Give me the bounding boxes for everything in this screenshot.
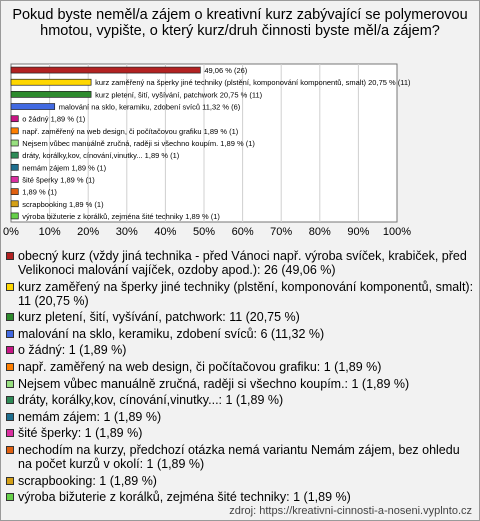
bar-label: malování na sklo, keramiku, zdobení svíců 11,32 % (6) xyxy=(58,102,241,112)
legend-swatch xyxy=(6,313,14,321)
bar xyxy=(11,116,18,122)
legend-swatch xyxy=(6,429,14,437)
bar-label: nemám zájem 1,89 % (1) xyxy=(22,163,107,173)
legend-swatch xyxy=(6,396,14,404)
bar-label: šité šperky 1,89 % (1) xyxy=(22,175,95,185)
x-tick-label: 50% xyxy=(192,226,216,238)
bar xyxy=(11,128,18,134)
x-tick-label: 40% xyxy=(154,226,177,238)
bar-label: kurz pletení, šití, vyšívání, patchwork 20,75 % (11) xyxy=(95,90,263,100)
x-tick-label: 30% xyxy=(115,226,138,238)
bar xyxy=(11,164,18,170)
bar-label: o žádný 1,89 % (1) xyxy=(22,114,86,124)
legend-label: obecný kurz (vždy jiná technika - před Vánoci např. výroba svíček, krabiček, před Velikonoci malování vajíček, ozdoby apod.): 26 (49,06 %) xyxy=(18,249,467,277)
bar xyxy=(11,140,18,146)
legend-item xyxy=(6,490,474,504)
x-tick-label: 20% xyxy=(77,226,100,238)
legend-item xyxy=(6,327,474,341)
legend-label: scrapbooking: 1 (1,89 %) xyxy=(18,473,157,488)
x-tick-label: 100% xyxy=(382,226,412,238)
legend-label: Nejsem vůbec manuálně zručná, raději si všechno koupím.: 1 (1,89 %) xyxy=(18,376,410,391)
bar-label: např. zaměřený na web design, či počítačovou grafiku 1,89 % (1) xyxy=(22,126,239,136)
bar xyxy=(11,213,18,219)
legend-item xyxy=(6,343,474,357)
legend-item xyxy=(6,249,474,277)
bar xyxy=(11,176,18,182)
source-note: zdroj: https://kreativni-cinnosti-a-noseni.vyplnto.cz xyxy=(229,505,472,517)
legend-item xyxy=(6,377,474,391)
legend-swatch xyxy=(6,493,14,501)
legend-item xyxy=(6,360,474,374)
legend-swatch xyxy=(6,446,14,454)
legend-item xyxy=(6,426,474,440)
legend-swatch xyxy=(6,380,14,388)
x-tick-label: 10% xyxy=(38,226,61,238)
legend-swatch xyxy=(6,330,14,338)
legend-swatch xyxy=(6,413,14,421)
bar-label: 1,89 % (1) xyxy=(22,187,57,197)
legend-label: o žádný: 1 (1,89 %) xyxy=(18,343,127,358)
chart-title: Pokud byste neměl/a zájem o kreativní kurz zabývající se polymerovou hmotou, vypište, o který kurz/druh činnosti byste měl/a zájem? xyxy=(12,7,468,39)
bar xyxy=(11,91,91,97)
bar-label: Nejsem vůbec manuálně zručná, raději si všechno koupím. 1,89 % (1) xyxy=(22,139,255,148)
legend-label: nechodím na kurzy, předchozí otázka nemá variantu Nemám zájem, bez ohledu na počet kurzů v okolí: 1 (1,89 %) xyxy=(18,442,460,471)
chart-legend xyxy=(6,249,474,507)
legend-item xyxy=(6,410,474,424)
bar-chart xyxy=(0,0,480,245)
bar xyxy=(11,79,91,85)
legend-item xyxy=(6,280,474,308)
bar-label: kurz zaměřený na šperky jiné techniky (plstění, komponování komponentů, smalt) 20,75 % (11) xyxy=(95,78,411,88)
bar xyxy=(11,152,18,158)
bar-label: scrapbooking 1,89 % (1) xyxy=(22,199,104,209)
legend-item xyxy=(6,443,474,471)
legend-label: výroba bižuterie z korálků, zejména šité techniky: 1 (1,89 %) xyxy=(18,490,351,505)
legend-label: malování na sklo, keramiku, zdobení svíců: 6 (11,32 %) xyxy=(18,326,325,341)
legend-swatch xyxy=(6,252,14,260)
legend-label: šité šperky: 1 (1,89 %) xyxy=(18,426,143,441)
bar xyxy=(11,189,18,195)
legend-item xyxy=(6,474,474,488)
bar-label: 49,06 % (26) xyxy=(204,66,248,76)
bar-label: dráty, korálky,kov, cínování,vinutky... 1,89 % (1) xyxy=(22,151,180,161)
legend-swatch xyxy=(6,346,14,354)
x-tick-label: 90% xyxy=(347,226,370,238)
x-tick-label: 60% xyxy=(231,226,254,238)
legend-label: např. zaměřený na web design, či počítačovou grafiku: 1 (1,89 %) xyxy=(18,359,382,374)
legend-label: nemám zájem: 1 (1,89 %) xyxy=(18,409,162,424)
legend-label: kurz pletení, šití, vyšívání, patchwork: 11 (20,75 %) xyxy=(18,310,300,325)
x-tick-label: 70% xyxy=(270,226,293,238)
legend-label: dráty, korálky,kov, cínování,vinutky...: 1 (1,89 %) xyxy=(18,393,284,408)
bar xyxy=(11,104,55,110)
legend-swatch xyxy=(6,363,14,371)
bar xyxy=(11,67,200,73)
x-tick-label: 0% xyxy=(3,226,19,238)
legend-swatch xyxy=(6,477,14,485)
legend-item xyxy=(6,393,474,407)
bar-label: výroba bižuterie z korálků, zejména šité techniky 1,89 % (1) xyxy=(22,211,220,221)
legend-swatch xyxy=(6,283,14,291)
legend-item xyxy=(6,310,474,324)
legend-label: kurz zaměřený na šperky jiné techniky (plstění, komponování komponentů, smalt): 11 (20,75 %) xyxy=(18,279,474,308)
x-tick-label: 80% xyxy=(308,226,331,238)
bar xyxy=(11,201,18,207)
